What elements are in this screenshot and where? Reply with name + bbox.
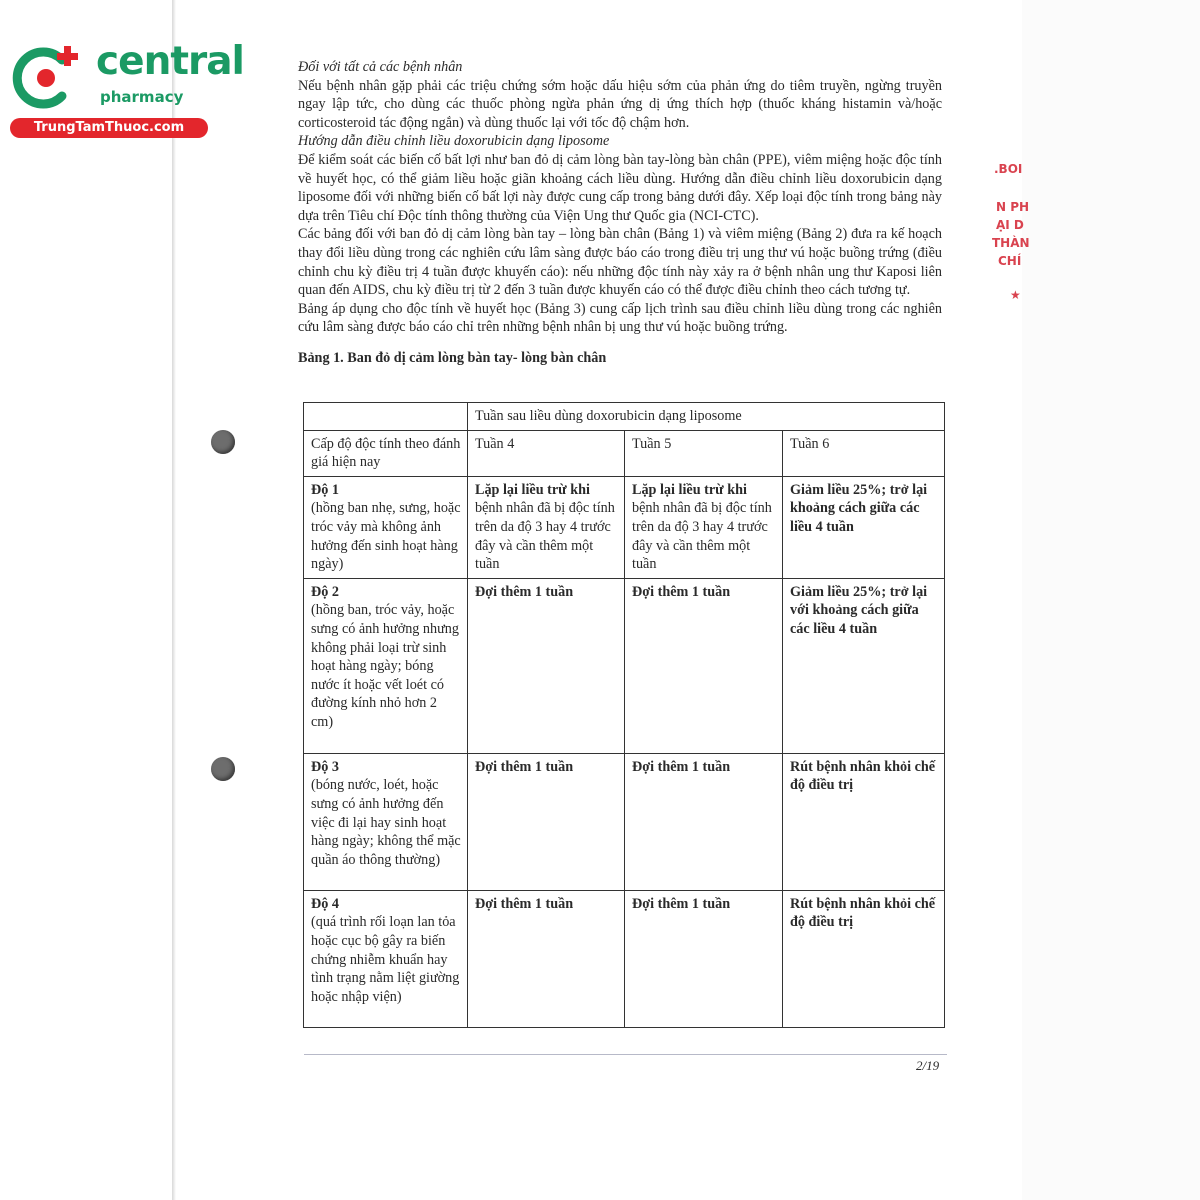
paragraph: Các bảng đối với ban đỏ dị cảm lòng bàn tay – lòng bàn chân (Bảng 1) và viêm miệng (Bảng 2) đưa ra kế hoạch thay đổi liều dùng trong các nghiên cứu lâm sàng được báo cáo trong điều trị ung thư vú hoặc buồng trứng (điều chỉnh chu kỳ điều trị 4 tuần được khuyến cáo): nếu những độc tính này xảy ra ở bệnh nhân ung thư Kaposi liên quan đến AIDS, chu kỳ điều trị từ 2 đến 3 tuần được khuyến cáo có thể được điều chỉnh theo cách tương tự.	[298, 226, 942, 299]
punch-hole-bottom	[211, 757, 235, 781]
logo-brand-text: central	[96, 39, 244, 84]
stamp-line: N PH	[996, 200, 1030, 214]
table-cell-grade	[304, 578, 468, 753]
section-heading: Đối với tất cả các bệnh nhân	[298, 59, 463, 75]
table-row	[304, 476, 945, 578]
logo-url-badge: TrungTamThuoc.com	[10, 118, 208, 138]
table-cell-grade	[304, 753, 468, 890]
table-cell: Đợi thêm 1 tuần	[625, 890, 783, 1027]
table-cell: Rút bệnh nhân khỏi chế độ điều trị	[783, 890, 945, 1027]
grade-label: Độ 4	[311, 895, 339, 912]
grade-description: (hồng ban, tróc vảy, hoặc sưng có ảnh hưởng nhưng không phải loại trừ sinh hoạt hàng ngày; bóng nước ít hoặc vết loét có đường kính nhỏ hơn 2 cm)	[311, 602, 459, 730]
grade-label: Độ 3	[311, 758, 339, 775]
table-row	[304, 753, 945, 890]
table-caption: Bảng 1. Ban đỏ dị cảm lòng bàn tay- lòng bàn chân	[298, 349, 607, 366]
logo-c-cross-icon	[10, 40, 90, 114]
stamp-line: .BOI	[994, 162, 1023, 176]
stamp-line: CHÍ	[998, 254, 1022, 268]
table-cell: Đợi thêm 1 tuần	[468, 753, 625, 890]
paragraph: Nếu bệnh nhân gặp phải các triệu chứng sớm hoặc dấu hiệu sớm của phản ứng do tiêm truyền, ngừng truyền ngay lập tức, cho dùng các thuốc phòng ngừa phản ứng dị ứng thích hợp (thuốc kháng histamin và/hoặc corticosteroid tác động ngắn) và dùng thuốc lại với tốc độ chậm hơn.	[298, 77, 942, 131]
grade-label: Độ 1	[311, 481, 339, 498]
section-heading: Hướng dẫn điều chỉnh liều doxorubicin dạng liposome	[298, 133, 610, 150]
table-row	[304, 578, 945, 753]
cell-text: bệnh nhân đã bị độc tính trên da độ 3 hay 4 trước đây và cần thêm một tuần	[632, 500, 772, 573]
table-cell-grade	[304, 890, 468, 1027]
central-pharmacy-logo	[10, 38, 244, 138]
table-cell: Giảm liều 25%; trở lại với khoảng cách giữa các liều 4 tuần	[783, 578, 945, 753]
table-cell: Đợi thêm 1 tuần	[625, 578, 783, 753]
footer-divider	[304, 1054, 947, 1055]
document-body	[298, 58, 942, 368]
table-cell: Rút bệnh nhân khỏi chế độ điều trị	[783, 753, 945, 890]
table-header-week: Tuần 6	[783, 430, 945, 476]
logo-sub-text: pharmacy	[100, 88, 184, 106]
stamp-line: THÀN	[992, 236, 1030, 250]
table-cell	[625, 476, 783, 578]
stamp-line: ẠI D	[996, 218, 1024, 232]
grade-description: (hồng ban nhẹ, sưng, hoặc tróc vảy mà không ảnh hưởng đến sinh hoạt hàng ngày)	[311, 500, 461, 573]
grade-description: (bóng nước, loét, hoặc sưng có ảnh hưởng đến việc đi lại hay sinh hoạt hàng ngày; không thể mặc quần áo thông thường)	[311, 777, 461, 868]
table-cell: Đợi thêm 1 tuần	[468, 578, 625, 753]
approval-stamp	[990, 156, 1030, 316]
cell-bold-text: Lặp lại liều trừ khi	[475, 481, 590, 498]
table-cell-grade	[304, 476, 468, 578]
table-cell	[468, 476, 625, 578]
table-header-week: Tuần 4	[468, 430, 625, 476]
table-header-week: Tuần 5	[625, 430, 783, 476]
paragraph: Bảng áp dụng cho độc tính về huyết học (Bảng 3) cung cấp lịch trình sau điều chỉnh liều dùng trong các nghiên cứu lâm sàng được báo cáo chỉ trên những bệnh nhân bị ung thư vú hoặc buồng trứng.	[298, 300, 942, 336]
table-cell: Đợi thêm 1 tuần	[468, 890, 625, 1027]
cell-bold-text: Lặp lại liều trừ khi	[632, 481, 747, 498]
grade-description: (quá trình rối loạn lan tỏa hoặc cục bộ gây ra biến chứng nhiễm khuẩn hay tình trạng nằm liệt giường hoặc nhập viện)	[311, 914, 460, 1005]
page-number: 2/19	[916, 1058, 940, 1073]
grade-label: Độ 2	[311, 583, 339, 600]
paragraph: Để kiểm soát các biến cố bất lợi như ban đỏ dị cảm lòng bàn tay-lòng bàn chân (PPE), viêm miệng hoặc độc tính về huyết học, có thể giảm liều hoặc giãn khoảng cách liều dùng. Hướng dẫn điều chỉnh liều doxorubicin dạng liposome đối với những biến cố bất lợi này được cung cấp trong bảng dưới đây. Xếp loại độc tính trong bảng này dựa trên Tiêu chí Độc tính thông thường của Viện Ung thư Quốc gia (NCI-CTC).	[298, 151, 942, 224]
table-cell: Giảm liều 25%; trở lại khoảng cách giữa các liều 4 tuần	[783, 476, 945, 578]
table-row	[304, 430, 945, 476]
page-right-margin	[1022, 0, 1200, 1200]
table-row	[304, 403, 945, 431]
table-cell-empty	[304, 403, 468, 431]
table-cell: Đợi thêm 1 tuần	[625, 753, 783, 890]
stamp-star-icon: ★	[1010, 288, 1021, 302]
table-row	[304, 890, 945, 1027]
punch-hole-top	[211, 430, 235, 454]
page-left-edge	[172, 0, 176, 1200]
dose-adjustment-table	[303, 402, 945, 1028]
cell-text: bệnh nhân đã bị độc tính trên da độ 3 hay 4 trước đây và cần thêm một tuần	[475, 500, 615, 573]
table-header-grade: Cấp độ độc tính theo đánh giá hiện nay	[304, 430, 468, 476]
table-span-header: Tuần sau liều dùng doxorubicin dạng liposome	[468, 403, 945, 431]
